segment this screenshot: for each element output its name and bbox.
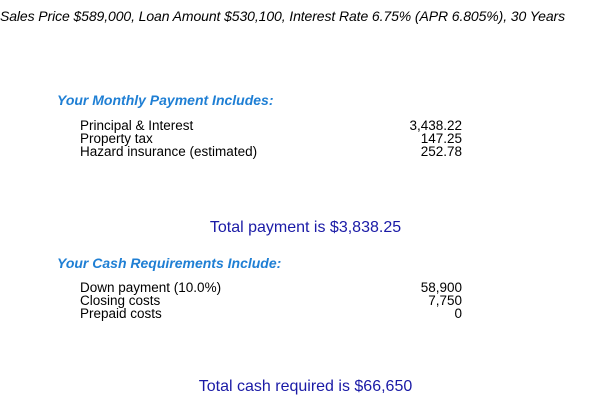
cash-requirements-title: Your Cash Requirements Include: xyxy=(57,255,282,271)
list-item xyxy=(80,307,462,320)
item-value: 58,900 xyxy=(420,280,462,295)
item-label: Hazard insurance (estimated) xyxy=(80,144,258,159)
monthly-payment-title: Your Monthly Payment Includes: xyxy=(57,92,274,108)
item-value: 7,750 xyxy=(428,293,462,308)
item-label: Down payment (10.0%) xyxy=(80,280,222,295)
cash-requirements-list xyxy=(80,281,462,320)
monthly-payment-list xyxy=(80,119,462,158)
item-label: Prepaid costs xyxy=(80,306,162,321)
item-label: Principal & Interest xyxy=(80,118,194,133)
loan-summary-headline: Sales Price $589,000, Loan Amount $530,100, Interest Rate 6.75% (APR 6.805%), 30 Years xyxy=(0,8,565,24)
total-cash-required: Total cash required is $66,650 xyxy=(198,378,413,395)
item-value: 252.78 xyxy=(420,144,462,159)
item-value: 147.25 xyxy=(420,131,462,146)
total-payment: Total payment is $3,838.25 xyxy=(209,219,402,236)
item-value: 3,438.22 xyxy=(409,118,462,133)
item-label: Property tax xyxy=(80,131,153,146)
item-value: 0 xyxy=(454,306,462,321)
item-label: Closing costs xyxy=(80,293,161,308)
list-item xyxy=(80,145,462,158)
